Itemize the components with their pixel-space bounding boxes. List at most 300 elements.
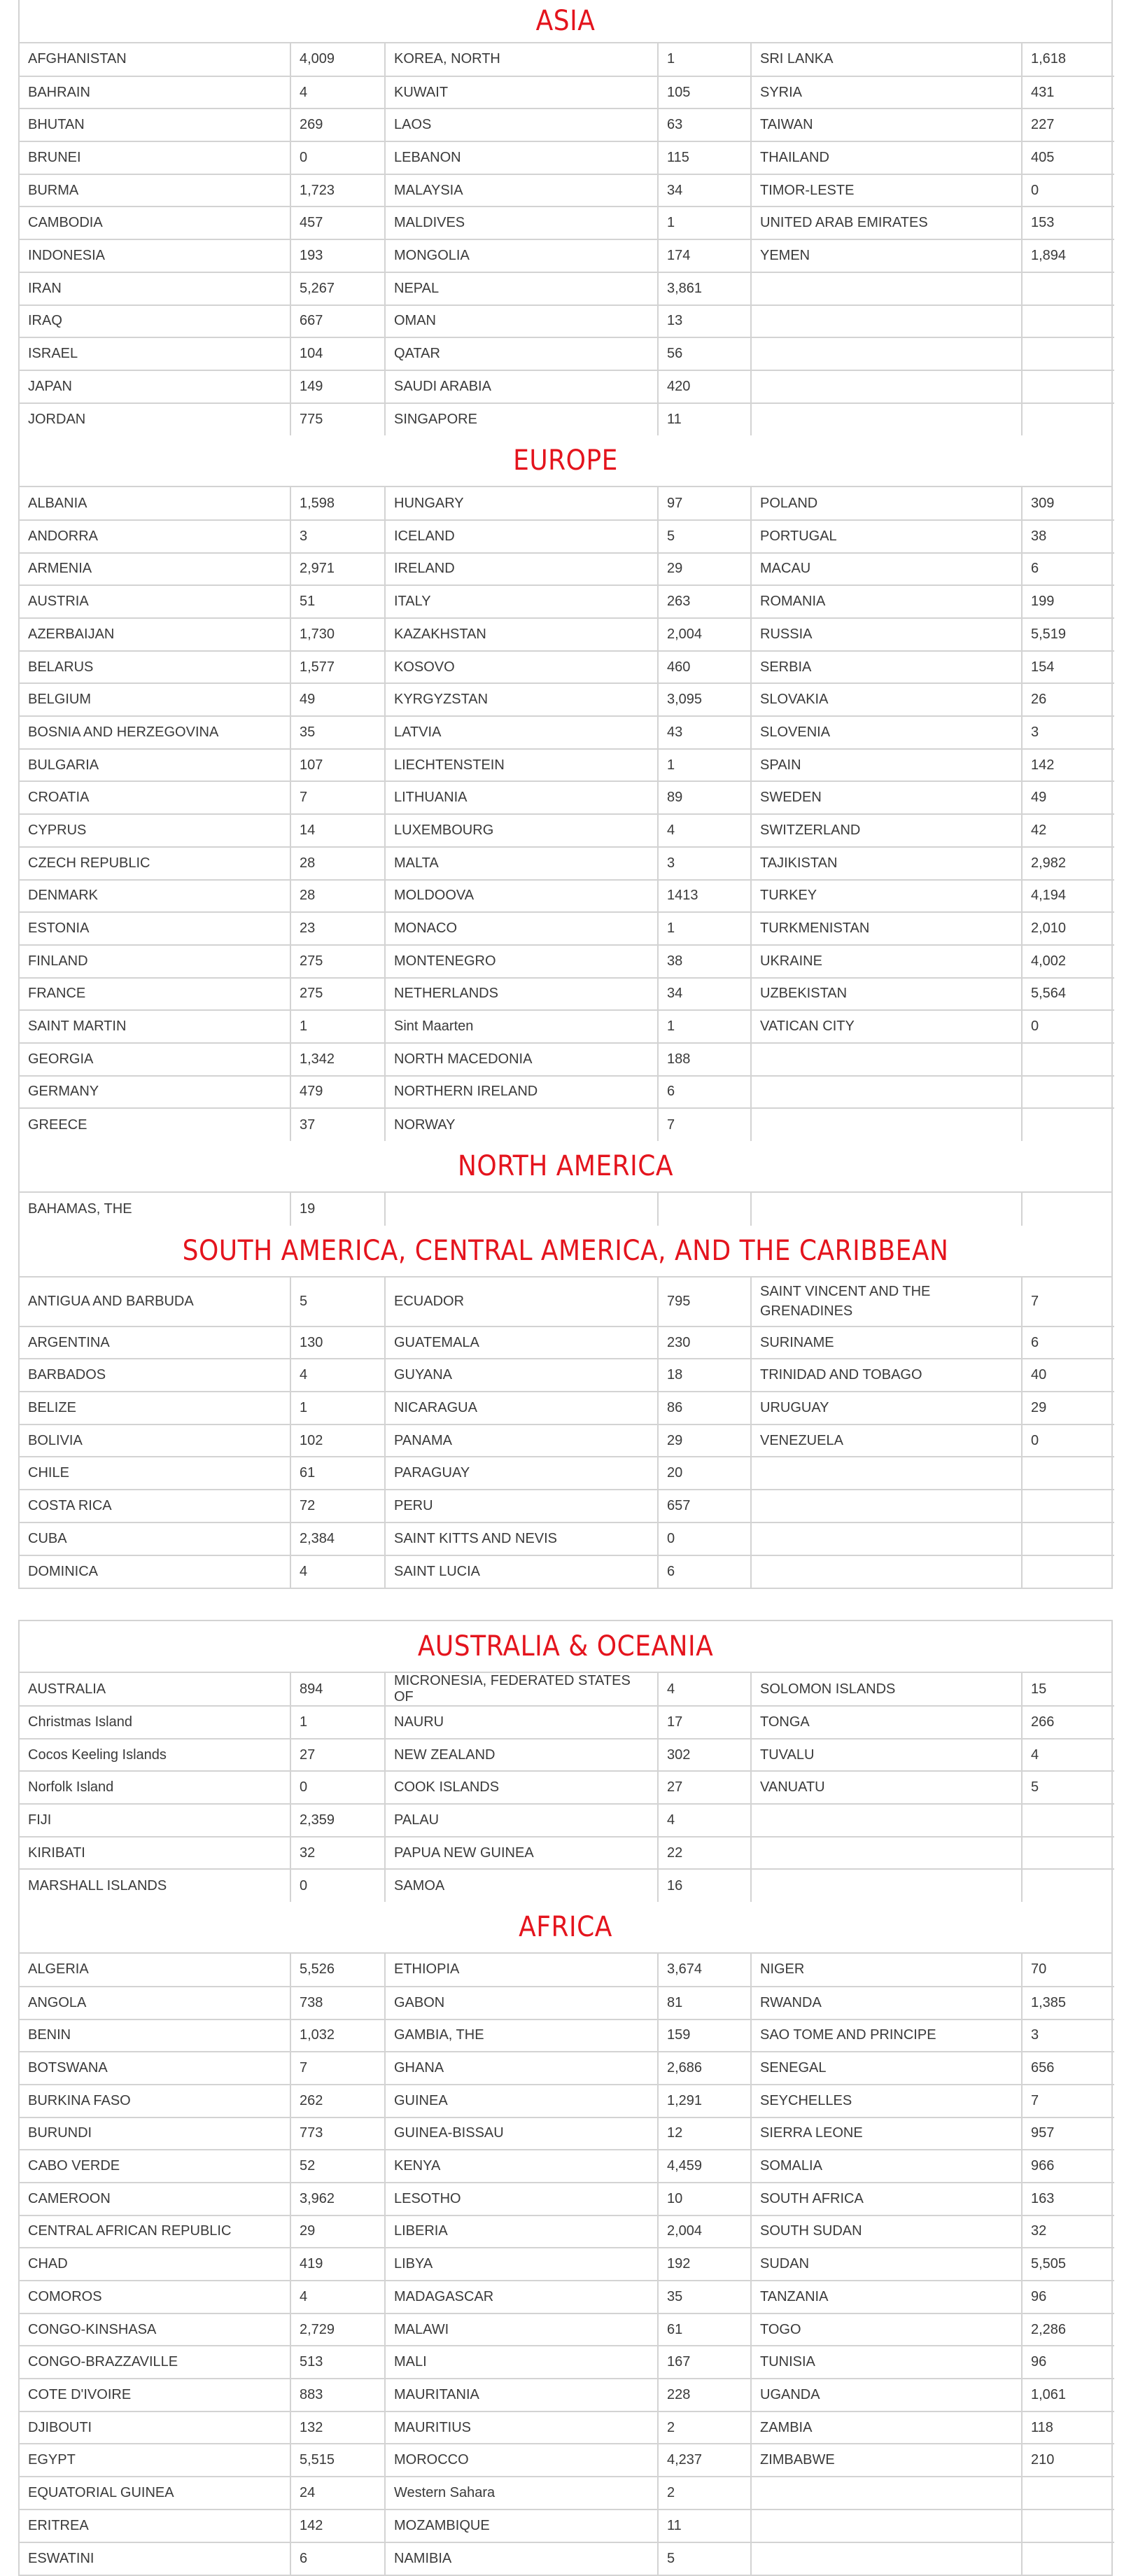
country-name-cell: PERU: [385, 1490, 658, 1522]
country-name-cell: MALTA: [385, 847, 658, 880]
country-count-cell: 2,359: [290, 1804, 385, 1837]
table-row: [20, 305, 1114, 338]
table-row: [20, 43, 1114, 76]
country-name-cell: TAIWAN: [751, 108, 1022, 141]
country-name-cell: EGYPT: [20, 2444, 290, 2477]
country-count-cell: 19: [290, 1193, 385, 1226]
table-row: [20, 2510, 1114, 2542]
country-name-cell: VANUATU: [751, 1771, 1022, 1804]
country-name-cell: SPAIN: [751, 749, 1022, 782]
country-name-cell: TAJIKISTAN: [751, 847, 1022, 880]
table-row: [20, 1108, 1114, 1141]
region-table-australia-and-oceania: [20, 1673, 1114, 1902]
table-row: [20, 618, 1114, 651]
country-name-cell: SAUDI ARABIA: [385, 370, 658, 403]
table-row: [20, 912, 1114, 945]
country-count-cell: [1022, 305, 1114, 338]
country-count-cell: 51: [290, 585, 385, 618]
country-name-cell: CROATIA: [20, 781, 290, 814]
country-count-cell: 2,286: [1022, 2314, 1114, 2346]
country-count-cell: 1,061: [1022, 2379, 1114, 2412]
table-row: [20, 651, 1114, 684]
country-name-cell: ESWATINI: [20, 2542, 290, 2575]
country-count-cell: 18: [658, 1359, 751, 1392]
country-name-cell: BELGIUM: [20, 683, 290, 716]
country-count-cell: 2: [658, 2412, 751, 2444]
country-count-cell: 1: [290, 1010, 385, 1043]
country-name-cell: SERBIA: [751, 651, 1022, 684]
country-name-cell: PANAMA: [385, 1424, 658, 1457]
country-count-cell: 6: [658, 1555, 751, 1588]
table-row: [20, 403, 1114, 436]
country-count-cell: 419: [290, 2248, 385, 2281]
country-name-cell: Sint Maarten: [385, 1010, 658, 1043]
country-count-cell: 6: [658, 1076, 751, 1109]
table-row: [20, 1193, 1114, 1226]
table-row: [20, 1326, 1114, 1359]
country-name-cell: ZAMBIA: [751, 2412, 1022, 2444]
country-name-cell: SIERRA LEONE: [751, 2118, 1022, 2150]
country-count-cell: 7: [290, 2052, 385, 2085]
country-name-cell: MONGOLIA: [385, 239, 658, 272]
country-count-cell: 27: [290, 1739, 385, 1772]
country-count-cell: 7: [658, 1108, 751, 1141]
country-count-cell: 5: [1022, 1771, 1114, 1804]
country-count-cell: 883: [290, 2379, 385, 2412]
table-row: [20, 880, 1114, 913]
country-name-cell: CONGO-BRAZZAVILLE: [20, 2346, 290, 2379]
country-count-cell: [1022, 1555, 1114, 1588]
country-count-cell: 302: [658, 1739, 751, 1772]
country-name-cell: NETHERLANDS: [385, 978, 658, 1011]
country-count-cell: 656: [1022, 2052, 1114, 2085]
country-name-cell: SEYCHELLES: [751, 2085, 1022, 2118]
country-count-cell: [1022, 2542, 1114, 2575]
country-name-cell: ERITREA: [20, 2510, 290, 2542]
country-name-cell: [751, 1043, 1022, 1076]
country-name-cell: PAPUA NEW GUINEA: [385, 1837, 658, 1870]
country-count-cell: 34: [658, 174, 751, 207]
country-count-cell: 227: [1022, 108, 1114, 141]
country-count-cell: 105: [658, 76, 751, 109]
country-name-cell: SRI LANKA: [751, 43, 1022, 76]
country-name-cell: PARAGUAY: [385, 1457, 658, 1490]
country-count-cell: 2,010: [1022, 912, 1114, 945]
country-count-cell: 4,002: [1022, 945, 1114, 978]
country-count-cell: 142: [1022, 749, 1114, 782]
country-count-cell: [658, 1193, 751, 1226]
country-count-cell: 28: [290, 847, 385, 880]
region-table-north-america: [20, 1193, 1114, 1226]
country-name-cell: DJIBOUTI: [20, 2412, 290, 2444]
country-count-cell: 4: [290, 1555, 385, 1588]
country-name-cell: [751, 370, 1022, 403]
country-count-cell: 5,519: [1022, 618, 1114, 651]
country-count-cell: 27: [658, 1771, 751, 1804]
country-count-cell: 1,723: [290, 174, 385, 207]
country-count-cell: [1022, 337, 1114, 370]
country-name-cell: [751, 2542, 1022, 2575]
country-count-cell: 479: [290, 1076, 385, 1109]
country-name-cell: KUWAIT: [385, 76, 658, 109]
country-name-cell: ROMANIA: [751, 585, 1022, 618]
country-count-cell: 667: [290, 305, 385, 338]
country-count-cell: [1022, 1804, 1114, 1837]
country-name-cell: CYPRUS: [20, 814, 290, 847]
country-count-cell: 29: [658, 1424, 751, 1457]
country-count-cell: 96: [1022, 2346, 1114, 2379]
country-name-cell: BAHRAIN: [20, 76, 290, 109]
country-name-cell: COOK ISLANDS: [385, 1771, 658, 1804]
table-row: [20, 847, 1114, 880]
country-count-cell: 193: [290, 239, 385, 272]
country-name-cell: [751, 1108, 1022, 1141]
table-row: [20, 2542, 1114, 2575]
country-name-cell: GABON: [385, 1987, 658, 2019]
country-count-cell: 4: [658, 1804, 751, 1837]
country-count-cell: 167: [658, 2346, 751, 2379]
country-count-cell: 154: [1022, 651, 1114, 684]
country-name-cell: ARGENTINA: [20, 1326, 290, 1359]
country-count-cell: 262: [290, 2085, 385, 2118]
country-count-cell: 4: [658, 1673, 751, 1706]
country-name-cell: SOLOMON ISLANDS: [751, 1673, 1022, 1706]
country-count-cell: 457: [290, 206, 385, 239]
country-count-cell: 42: [1022, 814, 1114, 847]
country-count-cell: 149: [290, 370, 385, 403]
country-count-cell: 3: [1022, 2019, 1114, 2052]
country-count-cell: 38: [1022, 520, 1114, 553]
country-count-cell: 657: [658, 1490, 751, 1522]
country-name-cell: [751, 1837, 1022, 1870]
country-name-cell: YEMEN: [751, 239, 1022, 272]
country-count-cell: 12: [658, 2118, 751, 2150]
table-row: [20, 1804, 1114, 1837]
country-count-cell: 3,861: [658, 272, 751, 305]
country-count-cell: [1022, 2510, 1114, 2542]
table-row: [20, 370, 1114, 403]
country-name-cell: SURINAME: [751, 1326, 1022, 1359]
country-count-cell: 3: [290, 520, 385, 553]
country-name-cell: TOGO: [751, 2314, 1022, 2346]
country-count-cell: 49: [1022, 781, 1114, 814]
country-count-cell: [1022, 370, 1114, 403]
country-count-cell: 13: [658, 305, 751, 338]
country-name-cell: CZECH REPUBLIC: [20, 847, 290, 880]
country-count-cell: 17: [658, 1706, 751, 1739]
table-row: [20, 553, 1114, 586]
country-count-cell: 49: [290, 683, 385, 716]
country-count-cell: 1: [658, 912, 751, 945]
country-count-cell: 0: [1022, 1424, 1114, 1457]
country-name-cell: [751, 1869, 1022, 1902]
country-count-cell: 3,962: [290, 2183, 385, 2216]
table-row: [20, 1076, 1114, 1109]
country-name-cell: CUBA: [20, 1522, 290, 1555]
country-count-cell: 4,237: [658, 2444, 751, 2477]
country-name-cell: CENTRAL AFRICAN REPUBLIC: [20, 2216, 290, 2248]
country-name-cell: LUXEMBOURG: [385, 814, 658, 847]
country-name-cell: SLOVENIA: [751, 716, 1022, 749]
country-name-cell: LITHUANIA: [385, 781, 658, 814]
country-name-cell: CAMBODIA: [20, 206, 290, 239]
country-name-cell: BRUNEI: [20, 141, 290, 174]
region-title-south-america-central-america-and-the-caribbean: SOUTH AMERICA, CENTRAL AMERICA, AND THE CARIBBEAN: [20, 1226, 1111, 1278]
country-count-cell: 1,385: [1022, 1987, 1114, 2019]
country-count-cell: 1,598: [290, 487, 385, 520]
country-count-cell: 0: [290, 1869, 385, 1902]
country-count-cell: 153: [1022, 206, 1114, 239]
country-name-cell: NIGER: [751, 1954, 1022, 1987]
country-name-cell: INDONESIA: [20, 239, 290, 272]
country-name-cell: Christmas Island: [20, 1706, 290, 1739]
country-count-cell: 1413: [658, 880, 751, 913]
table-row: [20, 520, 1114, 553]
table-row: [20, 2150, 1114, 2183]
country-name-cell: [751, 272, 1022, 305]
country-count-cell: 16: [658, 1869, 751, 1902]
country-name-cell: KOREA, NORTH: [385, 43, 658, 76]
country-name-cell: [751, 1076, 1022, 1109]
country-count-cell: 32: [1022, 2216, 1114, 2248]
table-row: [20, 141, 1114, 174]
country-count-cell: 52: [290, 2150, 385, 2183]
country-name-cell: CONGO-KINSHASA: [20, 2314, 290, 2346]
country-count-cell: 3: [1022, 716, 1114, 749]
country-name-cell: GAMBIA, THE: [385, 2019, 658, 2052]
country-name-cell: BAHAMAS, THE: [20, 1193, 290, 1226]
country-count-cell: 130: [290, 1326, 385, 1359]
country-name-cell: [751, 2510, 1022, 2542]
region-table-asia: [20, 43, 1114, 435]
table-row: [20, 1392, 1114, 1424]
table-row: [20, 781, 1114, 814]
country-name-cell: LIBERIA: [385, 2216, 658, 2248]
country-count-cell: 107: [290, 749, 385, 782]
table-row: [20, 2085, 1114, 2118]
country-count-cell: 28: [290, 880, 385, 913]
country-count-cell: 2,729: [290, 2314, 385, 2346]
country-name-cell: CAMEROON: [20, 2183, 290, 2216]
country-count-cell: 4,194: [1022, 880, 1114, 913]
country-count-cell: 142: [290, 2510, 385, 2542]
country-name-cell: ANTIGUA AND BARBUDA: [20, 1278, 290, 1326]
country-name-cell: GEORGIA: [20, 1043, 290, 1076]
country-count-cell: 1,291: [658, 2085, 751, 2118]
country-count-cell: 81: [658, 1987, 751, 2019]
country-count-cell: 118: [1022, 2412, 1114, 2444]
country-name-cell: COMOROS: [20, 2281, 290, 2314]
country-count-cell: 11: [658, 2510, 751, 2542]
country-count-cell: 1,577: [290, 651, 385, 684]
country-name-cell: MAURITIUS: [385, 2412, 658, 2444]
country-name-cell: SAMOA: [385, 1869, 658, 1902]
country-name-cell: VATICAN CITY: [751, 1010, 1022, 1043]
country-count-cell: 7: [1022, 2085, 1114, 2118]
table-row: [20, 2019, 1114, 2052]
country-count-cell: 775: [290, 403, 385, 436]
country-count-cell: 966: [1022, 2150, 1114, 2183]
country-name-cell: GUATEMALA: [385, 1326, 658, 1359]
country-name-cell: TUVALU: [751, 1739, 1022, 1772]
country-name-cell: BOSNIA AND HERZEGOVINA: [20, 716, 290, 749]
country-count-cell: 2,004: [658, 618, 751, 651]
country-name-cell: ALBANIA: [20, 487, 290, 520]
country-name-cell: KENYA: [385, 2150, 658, 2183]
country-name-cell: [751, 337, 1022, 370]
country-name-cell: POLAND: [751, 487, 1022, 520]
country-name-cell: KOSOVO: [385, 651, 658, 684]
country-count-cell: 1: [290, 1706, 385, 1739]
country-name-cell: [751, 2477, 1022, 2510]
country-name-cell: FIJI: [20, 1804, 290, 1837]
table-row: [20, 2314, 1114, 2346]
country-name-cell: GERMANY: [20, 1076, 290, 1109]
country-count-cell: 61: [290, 1457, 385, 1490]
country-name-cell: SWITZERLAND: [751, 814, 1022, 847]
country-name-cell: THAILAND: [751, 141, 1022, 174]
country-name-cell: AFGHANISTAN: [20, 43, 290, 76]
country-name-cell: OMAN: [385, 305, 658, 338]
country-name-cell: LESOTHO: [385, 2183, 658, 2216]
country-name-cell: SENEGAL: [751, 2052, 1022, 2085]
country-count-cell: 70: [1022, 1954, 1114, 1987]
country-name-cell: QATAR: [385, 337, 658, 370]
country-name-cell: IRAQ: [20, 305, 290, 338]
table-row: [20, 2379, 1114, 2412]
country-count-cell: 56: [658, 337, 751, 370]
country-name-cell: MARSHALL ISLANDS: [20, 1869, 290, 1902]
country-count-cell: [1022, 1490, 1114, 1522]
country-name-cell: NAURU: [385, 1706, 658, 1739]
region-title-north-america: NORTH AMERICA: [20, 1141, 1111, 1193]
country-count-cell: 29: [290, 2216, 385, 2248]
country-name-cell: [751, 305, 1022, 338]
country-count-cell: 3: [658, 847, 751, 880]
country-count-cell: 275: [290, 945, 385, 978]
country-name-cell: BURMA: [20, 174, 290, 207]
country-name-cell: GHANA: [385, 2052, 658, 2085]
country-count-cell: 5,505: [1022, 2248, 1114, 2281]
country-name-cell: SAO TOME AND PRINCIPE: [751, 2019, 1022, 2052]
country-name-cell: BULGARIA: [20, 749, 290, 782]
country-count-cell: 29: [658, 553, 751, 586]
country-name-cell: AZERBAIJAN: [20, 618, 290, 651]
region-title-europe: EUROPE: [20, 435, 1111, 487]
country-count-cell: 163: [1022, 2183, 1114, 2216]
country-count-cell: 34: [658, 978, 751, 1011]
country-name-cell: CHILE: [20, 1457, 290, 1490]
country-name-cell: NEPAL: [385, 272, 658, 305]
country-count-cell: [1022, 1869, 1114, 1902]
table-row: [20, 2477, 1114, 2510]
table-row: [20, 76, 1114, 109]
region-table-south-america-central-america-and-the-caribbean: [20, 1278, 1114, 1588]
table-row: [20, 2412, 1114, 2444]
table-row: [20, 108, 1114, 141]
country-count-cell: 11: [658, 403, 751, 436]
country-name-cell: MICRONESIA, FEDERATED STATES OF: [385, 1673, 658, 1706]
region-table-africa: [20, 1954, 1114, 2575]
country-count-cell: 405: [1022, 141, 1114, 174]
country-name-cell: AUSTRIA: [20, 585, 290, 618]
country-count-cell: 420: [658, 370, 751, 403]
country-count-cell: 37: [290, 1108, 385, 1141]
country-name-cell: COSTA RICA: [20, 1490, 290, 1522]
country-name-cell: ALGERIA: [20, 1954, 290, 1987]
country-name-cell: IRELAND: [385, 553, 658, 586]
country-count-cell: [1022, 1837, 1114, 1870]
country-count-cell: 2,004: [658, 2216, 751, 2248]
region-title-australia-and-oceania: AUSTRALIA & OCEANIA: [20, 1621, 1111, 1673]
country-count-cell: 38: [658, 945, 751, 978]
table-row: [20, 585, 1114, 618]
country-count-cell: 431: [1022, 76, 1114, 109]
country-count-cell: 269: [290, 108, 385, 141]
country-name-cell: LIBYA: [385, 2248, 658, 2281]
country-count-cell: 22: [658, 1837, 751, 1870]
table-row: [20, 2118, 1114, 2150]
country-count-cell: [1022, 1193, 1114, 1226]
country-count-cell: 174: [658, 239, 751, 272]
country-count-cell: 4: [290, 2281, 385, 2314]
country-name-cell: TUNISIA: [751, 2346, 1022, 2379]
country-name-cell: MALAYSIA: [385, 174, 658, 207]
country-count-cell: 14: [290, 814, 385, 847]
country-count-cell: 5: [290, 1278, 385, 1326]
regions-block-primary: [18, 0, 1113, 1589]
table-row: [20, 2183, 1114, 2216]
country-count-cell: 263: [658, 585, 751, 618]
country-count-cell: 773: [290, 2118, 385, 2150]
country-name-cell: Western Sahara: [385, 2477, 658, 2510]
country-name-cell: MACAU: [751, 553, 1022, 586]
country-count-cell: 1,618: [1022, 43, 1114, 76]
country-count-cell: 2,982: [1022, 847, 1114, 880]
country-name-cell: TONGA: [751, 1706, 1022, 1739]
country-name-cell: ESTONIA: [20, 912, 290, 945]
country-count-cell: [1022, 2477, 1114, 2510]
country-count-cell: 199: [1022, 585, 1114, 618]
country-name-cell: SWEDEN: [751, 781, 1022, 814]
table-row: [20, 1010, 1114, 1043]
country-count-cell: 1: [658, 749, 751, 782]
country-count-cell: 228: [658, 2379, 751, 2412]
country-count-cell: 86: [658, 1392, 751, 1424]
country-name-cell: [751, 1804, 1022, 1837]
country-count-cell: 230: [658, 1326, 751, 1359]
table-row: [20, 2444, 1114, 2477]
table-row: [20, 2052, 1114, 2085]
country-name-cell: LAOS: [385, 108, 658, 141]
country-name-cell: BOTSWANA: [20, 2052, 290, 2085]
country-name-cell: MALDIVES: [385, 206, 658, 239]
country-count-cell: 1: [290, 1392, 385, 1424]
country-name-cell: MOLDOOVA: [385, 880, 658, 913]
country-name-cell: BELARUS: [20, 651, 290, 684]
country-name-cell: CHAD: [20, 2248, 290, 2281]
table-row: [20, 2281, 1114, 2314]
country-count-cell: 24: [290, 2477, 385, 2510]
country-name-cell: ITALY: [385, 585, 658, 618]
country-name-cell: MAURITANIA: [385, 2379, 658, 2412]
country-count-cell: 32: [290, 1837, 385, 1870]
country-name-cell: BURUNDI: [20, 2118, 290, 2150]
country-name-cell: ETHIOPIA: [385, 1954, 658, 1987]
country-count-cell: 40: [1022, 1359, 1114, 1392]
country-count-cell: 1,032: [290, 2019, 385, 2052]
country-name-cell: FINLAND: [20, 945, 290, 978]
